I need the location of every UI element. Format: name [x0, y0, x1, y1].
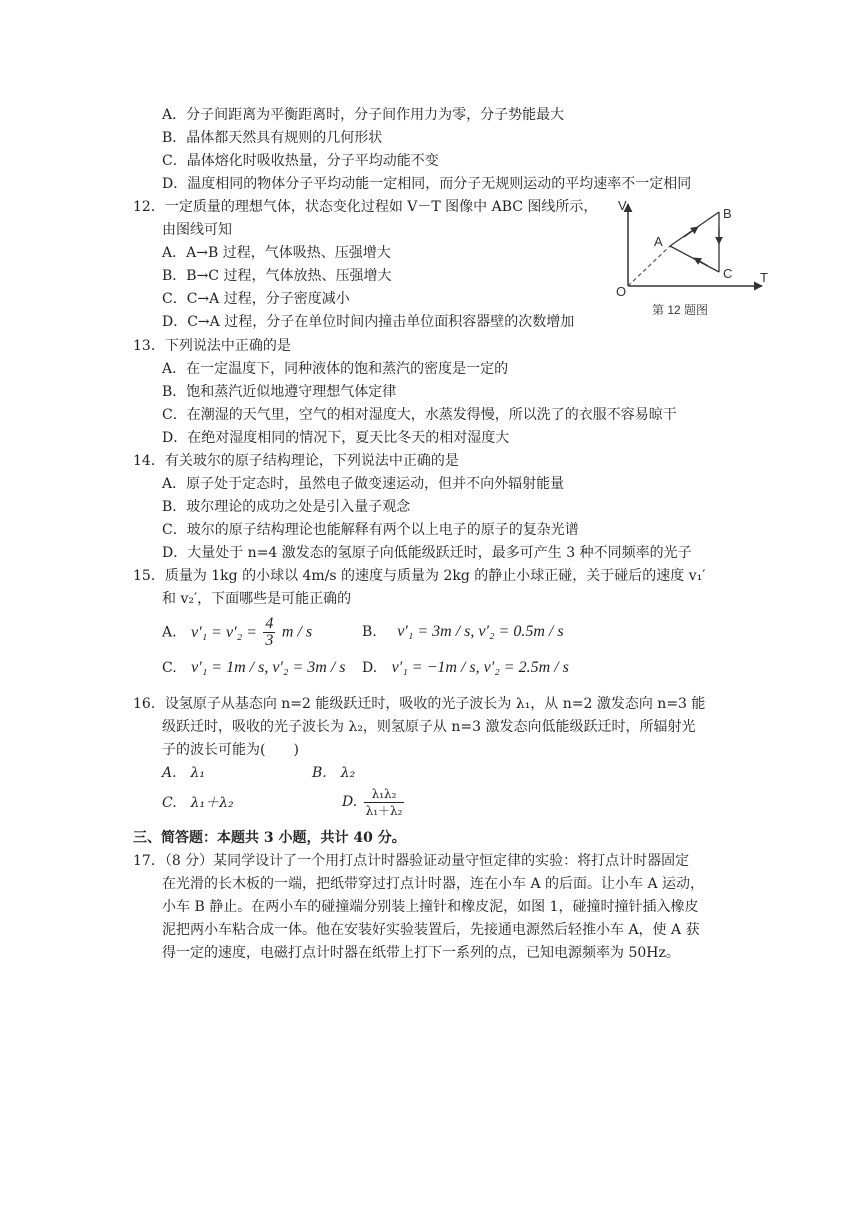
q11-option-d: D．温度相同的物体分子平均动能一定相同，而分子无规则运动的平均速率不一定相同	[162, 176, 692, 192]
q13-option-d: D．在绝对湿度相同的情况下，夏天比冬天的相对湿度大	[162, 430, 510, 446]
q13-option-c: C．在潮湿的天气里，空气的相对湿度大，水蒸发得慢，所以洗了的衣服不容易晾干	[162, 407, 677, 423]
q12-option-c: C．C→A 过程，分子密度减小	[162, 291, 350, 307]
q12-option-b: B．B→C 过程，气体放热、压强增大	[162, 268, 392, 284]
arrow-c-a	[694, 258, 708, 266]
point-b-label: B	[723, 206, 732, 221]
q14-option-c: C．玻尔的原子结构理论也能解释有两个以上电子的原子的复杂光谱	[162, 522, 579, 538]
figure-caption: 第 12 题图	[652, 303, 709, 317]
q15-option-b	[362, 616, 564, 648]
q16-stem-line1: 16．设氢原子从基态向 n=2 能级跃迁时，吸收的光子波长为 λ₁，从 n=2 激发态向 n=3 能	[133, 696, 706, 712]
q15-stem-line1: 15．质量为 1kg 的小球以 4m/s 的速度与质量为 2kg 的静止小球正碰，关于碰后的速度 v₁′	[133, 568, 706, 584]
q14-option-b: B．玻尔理论的成功之处是引入量子观念	[162, 499, 411, 515]
q16-option-a: A. λ₁	[162, 765, 206, 781]
q14-stem: 14．有关玻尔的原子结构理论，下列说法中正确的是	[133, 453, 459, 469]
q15-option-b-expr: v′₁ = 3m / s, v′₂ = 0.5m / s	[397, 623, 564, 640]
point-c-label: C	[723, 266, 733, 281]
q17-line1: 17．（8 分）某同学设计了一个用打点计时器验证动量守恒定律的实验：将打点计时器固定	[133, 853, 690, 869]
q16-option-c: C. λ₁＋λ₂	[162, 795, 234, 811]
point-a-label: A	[654, 234, 663, 249]
q16-option-d-label: D.	[342, 794, 358, 810]
fraction-numerator: λ₁λ₂	[364, 786, 405, 803]
q11-option-c: C．晶体熔化时吸收热量，分子平均动能不变	[162, 153, 439, 169]
q12-option-d: D．C→A 过程，分子在单位时间内撞击单位面积容器壁的次数增加	[162, 314, 575, 330]
q17-line5: 得一定的速度，电磁打点计时器在纸带上打下一系列的点，已知电源频率为 50Hz。	[162, 945, 680, 961]
q13-option-a: A．在一定温度下，同种液体的饱和蒸汽的密度是一定的	[162, 361, 509, 377]
dashed-line-o-a	[628, 246, 670, 286]
q11-option-b: B．晶体都天然具有规则的几何形状	[162, 130, 383, 146]
q17-line2: 在光滑的长木板的一端，把纸带穿过打点计时器，连在小车 A 的后面。让小车 A 运动，	[162, 876, 705, 892]
q17-line3: 小车 B 静止。在两小车的碰撞端分别装上撞针和橡皮泥，如图 1，碰撞时撞针插入橡皮	[162, 899, 699, 915]
q15-option-d-expr: v′₁ = −1m / s, v′₂ = 2.5m / s	[391, 659, 569, 676]
t-axis-label: T	[760, 270, 768, 285]
q12-option-a: A．A→B 过程，气体吸热、压强增大	[162, 245, 391, 261]
arrow-a-b	[684, 227, 698, 237]
q12-stem-line2: 由图线可知	[162, 222, 232, 238]
q14-option-d: D．大量处于 n=4 激发态的氢原子向低能级跃迁时，最多可产生 3 种不同频率的光子	[162, 545, 692, 561]
q13-option-b: B．饱和蒸汽近似地遵守理想气体定律	[162, 384, 397, 400]
fraction-numerator: 4	[265, 615, 274, 632]
q15-option-a-unit: m / s	[281, 623, 313, 641]
q15-option-a-expr: v′₁ = v′₂ =	[191, 623, 257, 641]
q15-option-c-label: C.	[162, 660, 177, 676]
q16-option-d	[342, 784, 406, 820]
q16-option-b: B. λ₂	[312, 765, 356, 781]
q16-stem-line3: 子的波长可能为( )	[162, 742, 299, 758]
q15-option-c-expr: v′₁ = 1m / s, v′₂ = 3m / s	[191, 659, 346, 676]
q14-option-a: A．原子处于定态时，虽然电子做变速运动，但并不向外辐射能量	[162, 476, 565, 492]
q15-option-a	[162, 616, 312, 649]
q12-vt-diagram	[612, 194, 772, 324]
q11-option-a: A．分子间距离为平衡距离时，分子间作用力为零，分子势能最大	[162, 107, 565, 123]
q13-stem: 13．下列说法中正确的是	[133, 338, 291, 354]
fraction-denominator: 3	[265, 632, 274, 649]
q16-stem-line2: 级跃迁时，吸收的光子波长为 λ₂，则氢原子从 n=3 激发态向低能级跃迁时，所辐射光	[162, 719, 696, 735]
fraction-denominator: λ₁＋λ₂	[365, 803, 403, 818]
q15-option-c	[162, 656, 346, 680]
q12-stem-line1: 12．一定质量的理想气体，状态变化过程如 V－T 图像中 ABC 图线所示，	[133, 199, 598, 215]
q15-option-d	[362, 656, 569, 680]
v-axis-label: V	[618, 198, 627, 213]
q15-option-a-label: A.	[162, 624, 177, 641]
section-3-title: 三、简答题：本题共 3 小题，共计 40 分。	[133, 830, 406, 846]
q15-option-d-label: D.	[362, 660, 378, 676]
origin-label: O	[616, 284, 627, 299]
q17-line4: 泥把两小车粘合成一体。他在安装好实验装置后，先接通电源然后轻推小车 A，使 A 获	[162, 922, 700, 938]
q15-stem-line2: 和 v₂′，下面哪些是可能正确的	[162, 591, 352, 607]
q16-option-d-fraction	[364, 786, 405, 819]
q15-option-b-label: B.	[362, 624, 377, 640]
q15-option-a-fraction	[263, 616, 275, 649]
